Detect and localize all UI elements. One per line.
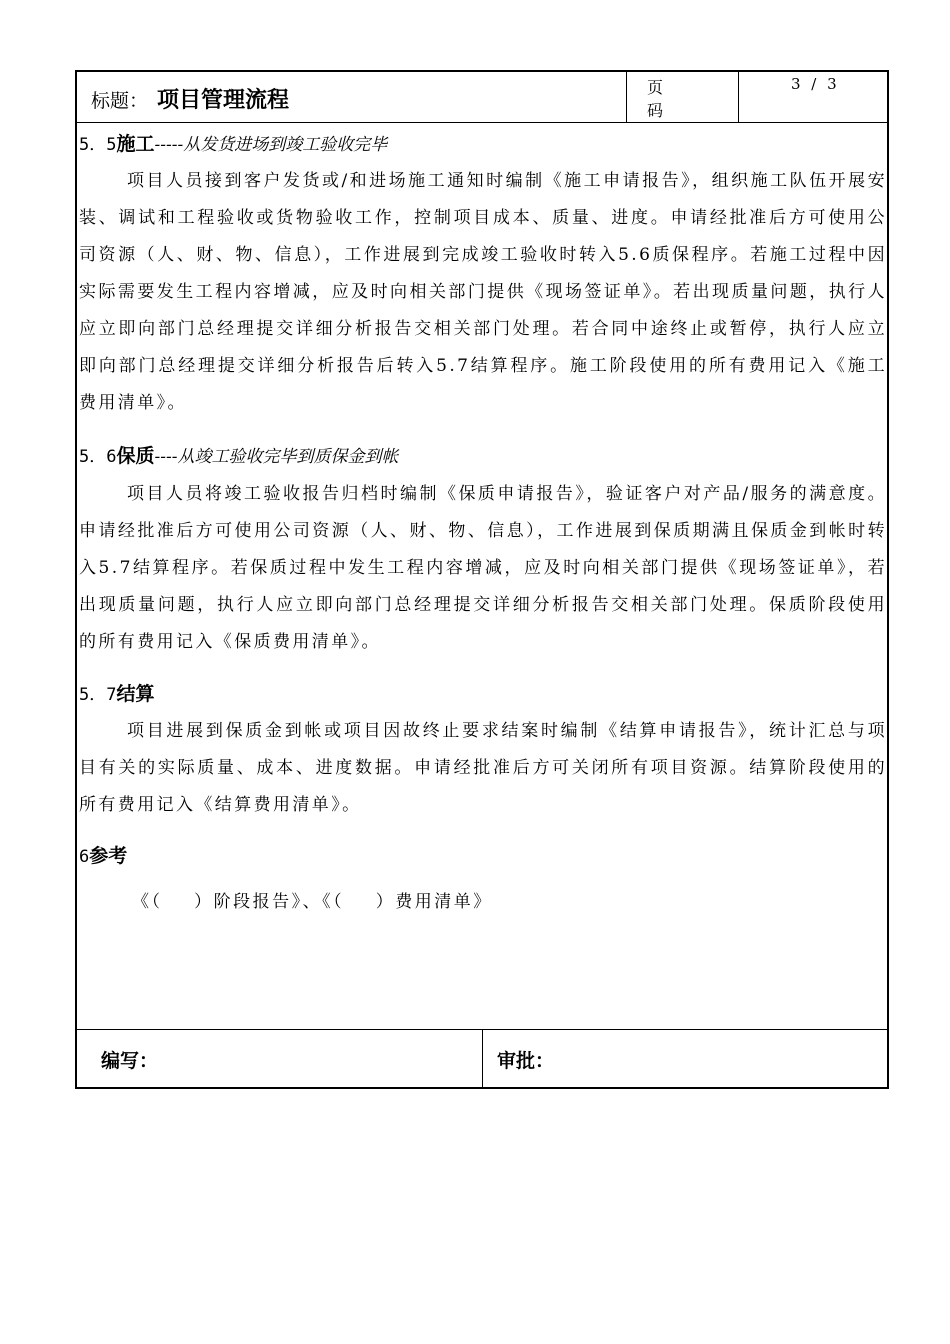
section-name: 保质 — [116, 445, 155, 467]
section-heading — [79, 129, 387, 156]
section-number: 6 — [79, 847, 90, 867]
section-paragraph: 项目人员将竣工验收报告归档时编制《保质申请报告》，验证客户对产品/服务的满意度。申请经批准后方可使用公司资源（人、财、物、信息），工作进展到保质期满且保质金到帐时转入5.7结算程序。若保质过程中发生工程内容增减，应及时向相关部门提供《现场签证单》，若出现质量问题，执行人应立即向部门总经理提交详细分析报告交相关部门处理。保质阶段使用的所有费用记入《保质费用清单》。 — [79, 484, 887, 652]
approver-label: 审批： — [497, 1050, 555, 1072]
section-heading — [79, 841, 127, 868]
section-number: 5．5 — [79, 135, 117, 155]
section-number: 5．6 — [79, 447, 117, 467]
title-cell — [77, 72, 627, 122]
reference-list: 《（ ）阶段报告》、《（ ）费用清单》 — [132, 892, 493, 912]
page-label-cell — [627, 72, 739, 122]
section-name: 施工 — [116, 133, 155, 155]
document-title: 项目管理流程 — [157, 88, 290, 113]
section-paragraph: 项目人员接到客户发货或/和进场施工通知时编制《施工申请报告》，组织施工队伍开展安装、调试和工程验收或货物验收工作，控制项目成本、质量、进度。申请经批准后方可使用公司资源（人、财、物、信息），工作进展到完成竣工验收时转入5.6质保程序。若施工过程中因实际需要发生工程内容增减，应及时向相关部门提供《现场签证单》。若出现质量问题，执行人应立即向部门总经理提交详细分析报告交相关部门处理。若合同中途终止或暂停，执行人应立即向部门总经理提交详细分析报告后转入5.7结算程序。施工阶段使用的所有费用记入《施工费用清单》。 — [79, 171, 887, 413]
section-heading — [79, 441, 398, 468]
section-subtitle: ----从竣工验收完毕到质保金到帐 — [154, 447, 399, 467]
title-label: 标题： — [91, 90, 149, 112]
section-name: 参考 — [89, 845, 128, 867]
page-number: 3 / 3 — [791, 75, 840, 93]
section-number: 5．7 — [79, 685, 117, 705]
section-paragraph: 项目进展到保质金到帐或项目因故终止要求结案时编制《结算申请报告》，统计汇总与项目有关的实际质量、成本、进度数据。申请经批准后方可关闭所有项目资源。结算阶段使用的所有费用记入《结算费用清单》。 — [79, 721, 887, 815]
document-header — [77, 72, 887, 123]
section-name: 结算 — [116, 683, 155, 705]
document-frame — [75, 70, 889, 1089]
section-subtitle: -----从发货进场到竣工验收完毕 — [154, 135, 388, 155]
author-cell — [77, 1030, 483, 1088]
page-label: 页码 — [647, 78, 698, 120]
signature-row — [77, 1029, 887, 1087]
author-label: 编写： — [101, 1050, 159, 1072]
page-value-cell — [739, 72, 887, 122]
section-heading — [79, 679, 155, 706]
